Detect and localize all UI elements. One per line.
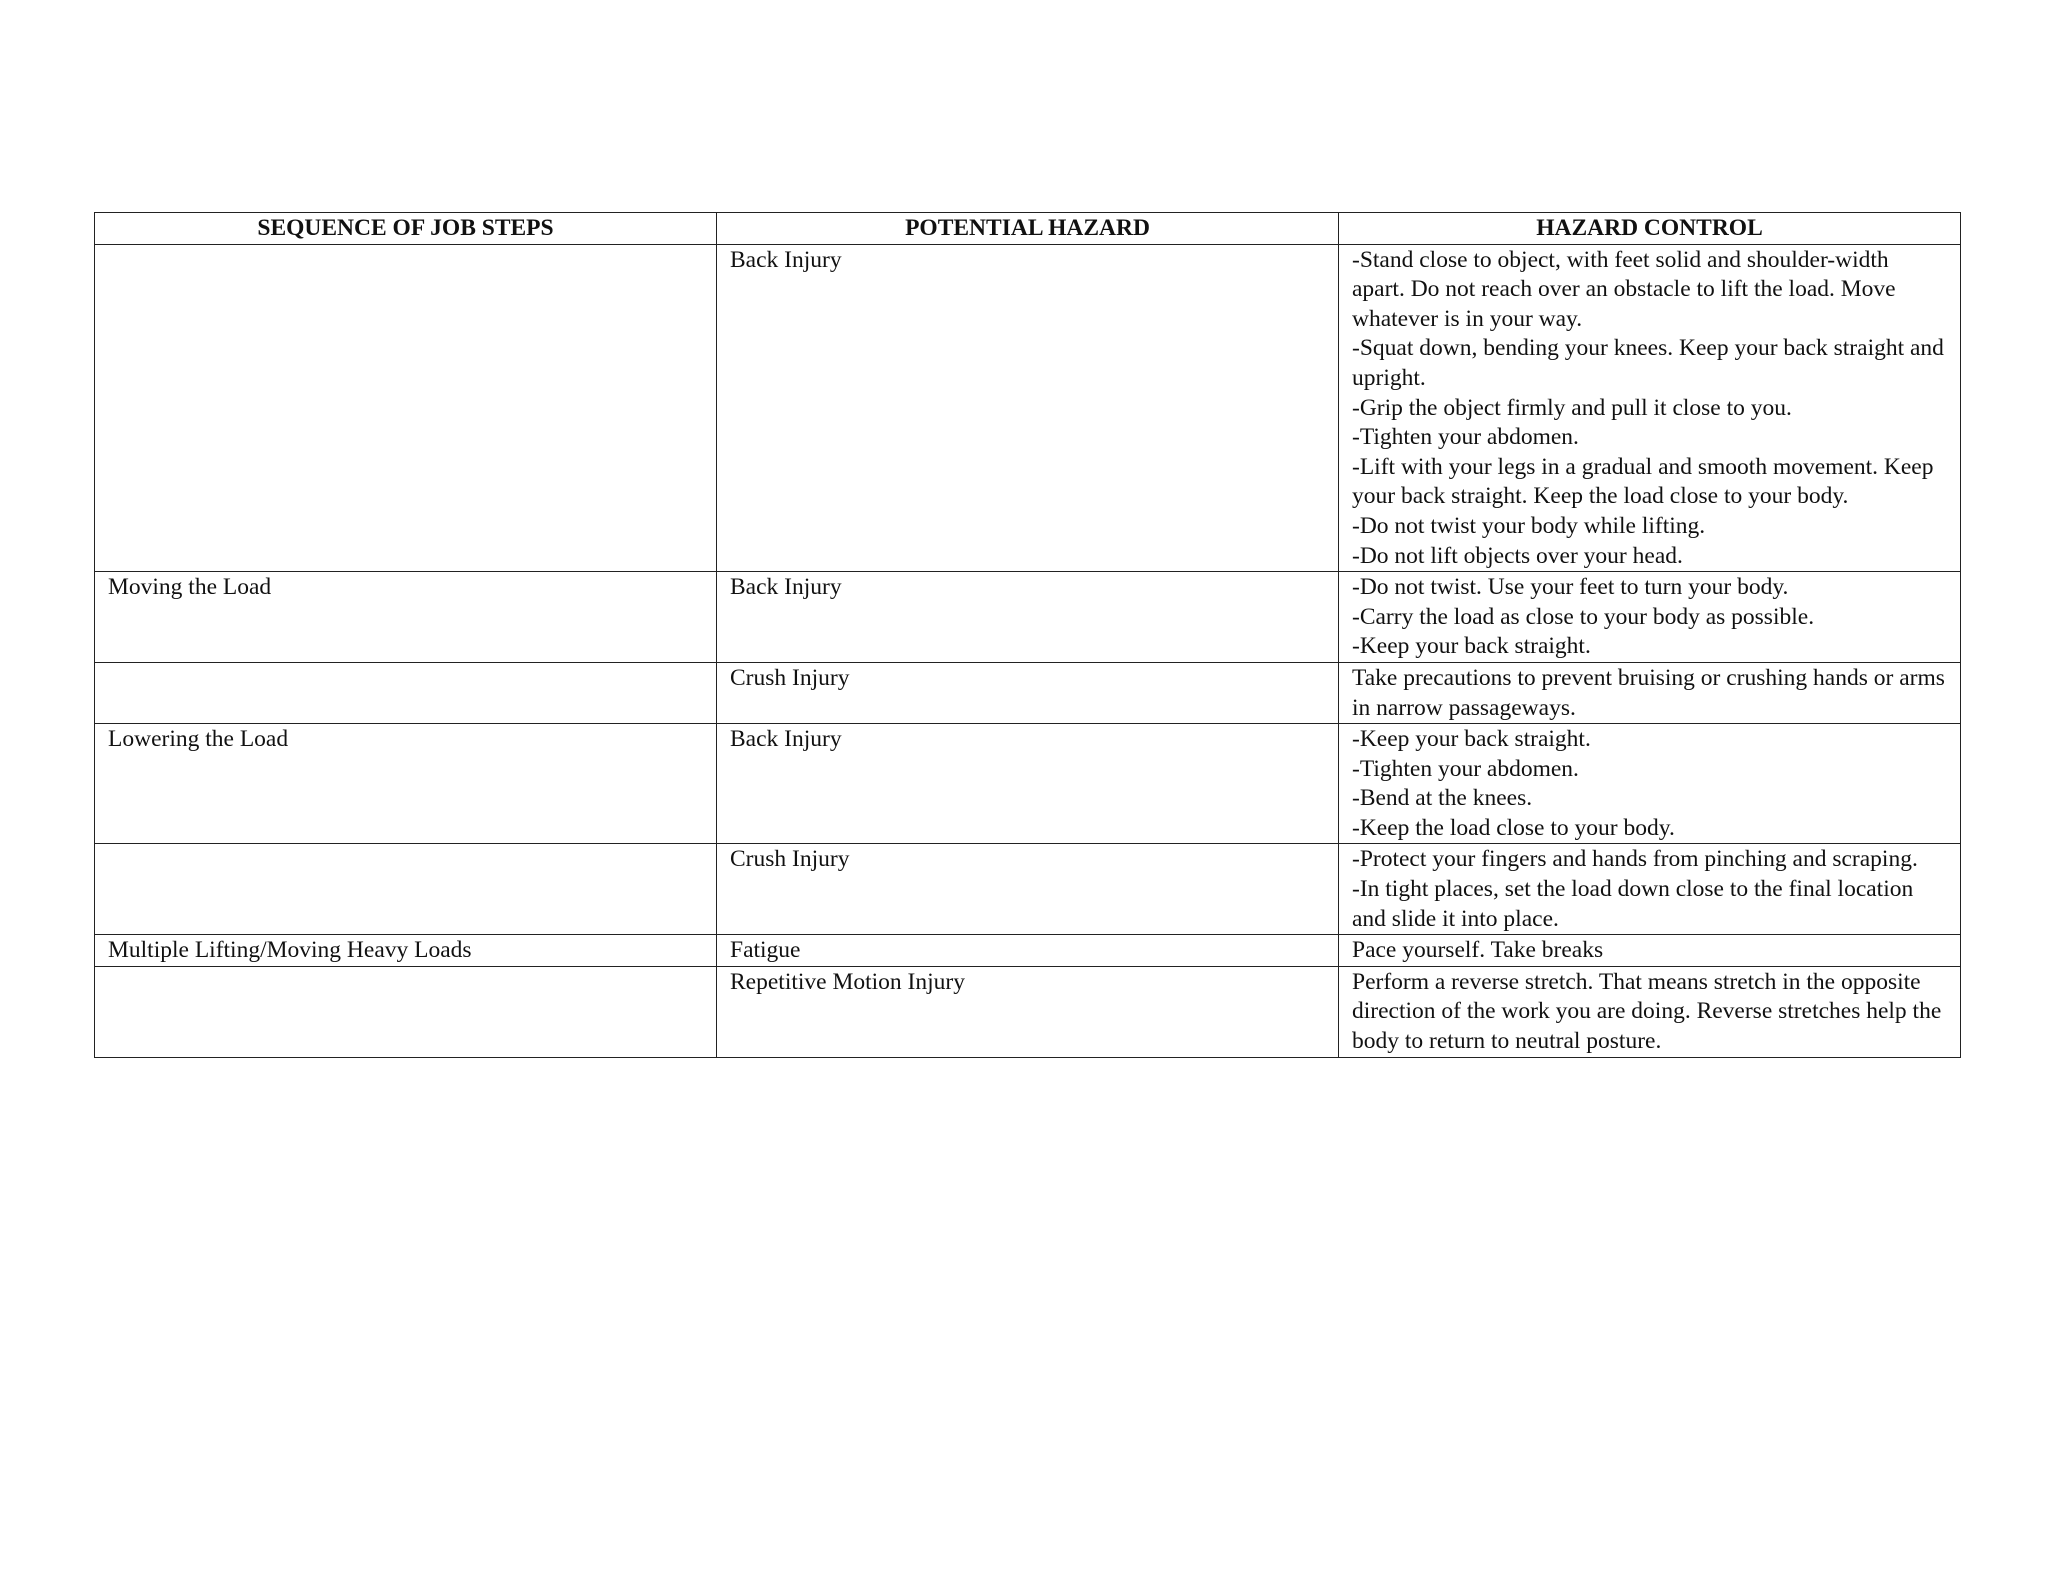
table-row — [95, 966, 1961, 1057]
control-line: Take precautions to prevent bruising or crushing hands or arms in narrow passageways. — [1352, 664, 1945, 721]
control-cell — [1339, 844, 1961, 935]
job-step-cell — [95, 244, 717, 572]
header-potential-hazard: POTENTIAL HAZARD — [717, 213, 1339, 245]
job-hazard-analysis-table — [94, 212, 1961, 1058]
hazard-cell: Back Injury — [717, 244, 1339, 572]
control-line: -Bend at the knees. — [1352, 785, 1533, 812]
table-row — [95, 244, 1961, 572]
table-row — [95, 572, 1961, 663]
control-line: Perform a reverse stretch. That means stretch in the opposite direction of the work you are doing. Reverse stretches help the body to return to neutral posture. — [1352, 968, 1942, 1055]
table-row — [95, 935, 1961, 967]
control-line: -Do not twist your body while lifting. — [1352, 512, 1706, 539]
control-line: -Tighten your abdomen. — [1352, 424, 1579, 451]
control-line: -Protect your fingers and hands from pinching and scraping. — [1352, 846, 1918, 873]
control-line: -Keep the load close to your body. — [1352, 814, 1675, 841]
hazard-cell: Back Injury — [717, 572, 1339, 663]
control-line: -Grip the object firmly and pull it close to you. — [1352, 394, 1792, 421]
control-cell — [1339, 244, 1961, 572]
job-step-cell: Lowering the Load — [95, 724, 717, 844]
control-line: -Lift with your legs in a gradual and smooth movement. Keep your back straight. Keep the load close to your body. — [1352, 453, 1934, 510]
control-cell — [1339, 935, 1961, 967]
table-row — [95, 844, 1961, 935]
table-row — [95, 724, 1961, 844]
control-line: -Tighten your abdomen. — [1352, 755, 1579, 782]
control-line: -Stand close to object, with feet solid and shoulder-width apart. Do not reach over an obstacle to lift the load. Move whatever is in your way. — [1352, 246, 1896, 332]
job-step-cell — [95, 662, 717, 723]
control-line: Pace yourself. Take breaks — [1352, 937, 1604, 964]
job-step-cell — [95, 844, 717, 935]
control-cell — [1339, 662, 1961, 723]
control-line: -Carry the load as close to your body as possible. — [1352, 603, 1815, 630]
control-line: -Do not lift objects over your head. — [1352, 542, 1683, 569]
job-step-cell: Moving the Load — [95, 572, 717, 663]
hazard-cell: Repetitive Motion Injury — [717, 966, 1339, 1057]
job-step-cell: Multiple Lifting/Moving Heavy Loads — [95, 935, 717, 967]
table-header-row — [95, 213, 1961, 245]
control-line: -Do not twist. Use your feet to turn your body. — [1352, 574, 1789, 601]
control-cell — [1339, 724, 1961, 844]
job-step-cell — [95, 966, 717, 1057]
control-line: -Keep your back straight. — [1352, 633, 1591, 660]
hazard-cell: Crush Injury — [717, 662, 1339, 723]
control-cell — [1339, 572, 1961, 663]
hazard-cell: Crush Injury — [717, 844, 1339, 935]
control-cell — [1339, 966, 1961, 1057]
control-line: -Squat down, bending your knees. Keep your back straight and upright. — [1352, 335, 1944, 391]
table-row — [95, 662, 1961, 723]
hazard-cell: Fatigue — [717, 935, 1339, 967]
header-sequence-of-job-steps: SEQUENCE OF JOB STEPS — [95, 213, 717, 245]
hazard-cell: Back Injury — [717, 724, 1339, 844]
header-hazard-control: HAZARD CONTROL — [1339, 213, 1961, 245]
control-line: -Keep your back straight. — [1352, 726, 1591, 753]
control-line: -In tight places, set the load down close to the final location and slide it into place. — [1352, 876, 1914, 932]
